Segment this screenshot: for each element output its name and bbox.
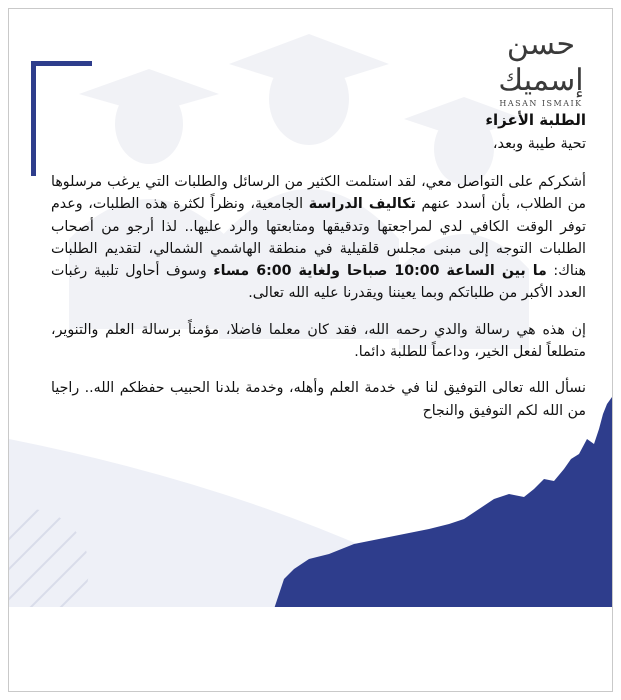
letter-body xyxy=(51,109,586,422)
paragraph-1-text-a: أشكركم على التواصل معي، لقد استلمت الكثير من الرسائل والطلبات التي يرغب مرسلوها من الطلاب، بأن أسدد عنهم xyxy=(51,174,587,213)
greeting: تحية طيبة وبعد، xyxy=(492,136,586,152)
salutation: الطلبة الأعزاء xyxy=(485,111,586,129)
paragraph-1-text-e: وسوف أحاول تلبية رغبات العدد الأكبر من طلباتكم وبما يعيننا ويقدرنا عليه الله تعالى. xyxy=(51,263,586,302)
paragraph-1 xyxy=(51,171,586,305)
paragraph-3: نسأل الله تعالى التوفيق لنا في خدمة العلم وأهله، وخدمة بلدنا الحبيب حفظكم الله.. راجيا من الله لكم التوفيق والنجاح xyxy=(51,380,586,419)
paragraph-1-hours: ما بين الساعة 10:00 صباحا ولغاية 6:00 مساء xyxy=(213,263,547,280)
letter-card xyxy=(8,8,613,692)
paragraph-2: إن هذه هي رسالة والدي رحمه الله، فقد كان معلما فاضلا، مؤمناً برسالة العلم والتنوير، متطلعاً لفعل الخير، وداعماً للطلبة دائما. xyxy=(51,321,586,361)
logo-caption: HASAN ISMAIK xyxy=(499,99,583,108)
bottom-jagged-shape xyxy=(274,397,612,609)
paragraph-1-text-c: الجامعية، ونظراً لكثرة هذه الطلبات، وعدم توفر الوقت الكافي لدي لمراجعتها وتدقيقها ومتابعتها والرد عليها.. لذا أرجو من أصحاب الطلبات التوجه إلى مبنى مجلس قلقيلية في منطقة الهاشمي الشمالي، لتقديم الطلبات هناك: xyxy=(51,196,586,280)
paragraph-1-highlight-cost: تكاليف الدراسة xyxy=(308,196,416,213)
logo xyxy=(498,27,584,108)
logo-mark: حسن إسميك xyxy=(498,27,584,98)
bottom-band xyxy=(9,607,612,691)
